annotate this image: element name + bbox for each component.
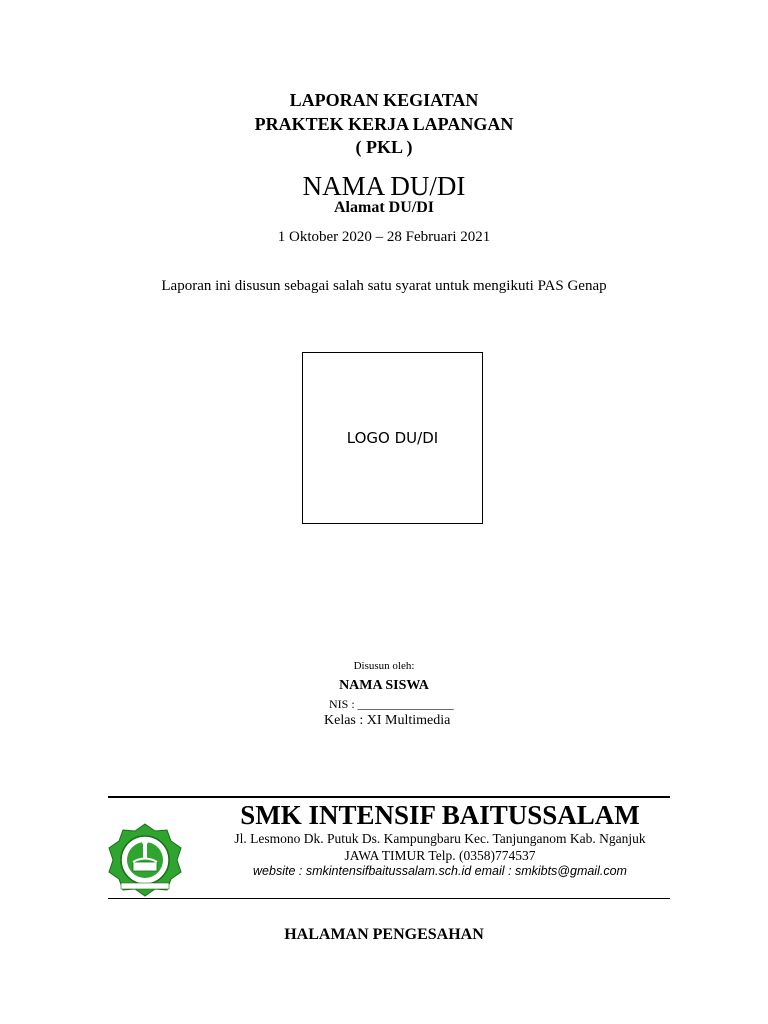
- author-label: Disusun oleh:: [353, 660, 415, 672]
- school-name: SMK INTENSIF BAITUSSALAM: [240, 800, 640, 830]
- period-text: 1 Oktober 2020 – 28 Februari 2021: [277, 229, 491, 245]
- author-nis: NIS : ________________: [329, 697, 454, 711]
- logo-placeholder-box: [302, 352, 483, 524]
- school-address-line-1: Jl. Lesmono Dk. Putuk Ds. Kampungbaru Kec. Tanjunganom Kab. Nganjuk: [234, 831, 646, 846]
- school-contact: website : smkintensifbaitussalam.sch.id email : smkibts@gmail.com: [253, 864, 627, 878]
- purpose-text: Laporan ini disusun sebagai salah satu syarat untuk mengikuti PAS Genap: [161, 278, 607, 294]
- letterhead-bottom-rule: [108, 898, 670, 899]
- report-title-line-3: ( PKL ): [355, 137, 413, 157]
- school-address-line-2: JAWA TIMUR Telp. (0358)774537: [344, 848, 536, 863]
- company-address: Alamat DU/DI: [334, 199, 434, 216]
- approval-page-heading: HALAMAN PENGESAHAN: [284, 926, 484, 943]
- author-class: Kelas : XI Multimedia: [324, 713, 451, 728]
- letterhead-top-rule: [108, 796, 670, 798]
- author-name: NAMA SISWA: [339, 678, 429, 693]
- report-title-line-2: PRAKTEK KERJA LAPANGAN: [254, 114, 514, 134]
- school-emblem-icon: [105, 822, 185, 898]
- report-title-line-1: LAPORAN KEGIATAN: [289, 90, 479, 110]
- company-name: NAMA DU/DI: [302, 171, 466, 201]
- logo-placeholder-label: LOGO DU/DI: [346, 429, 439, 447]
